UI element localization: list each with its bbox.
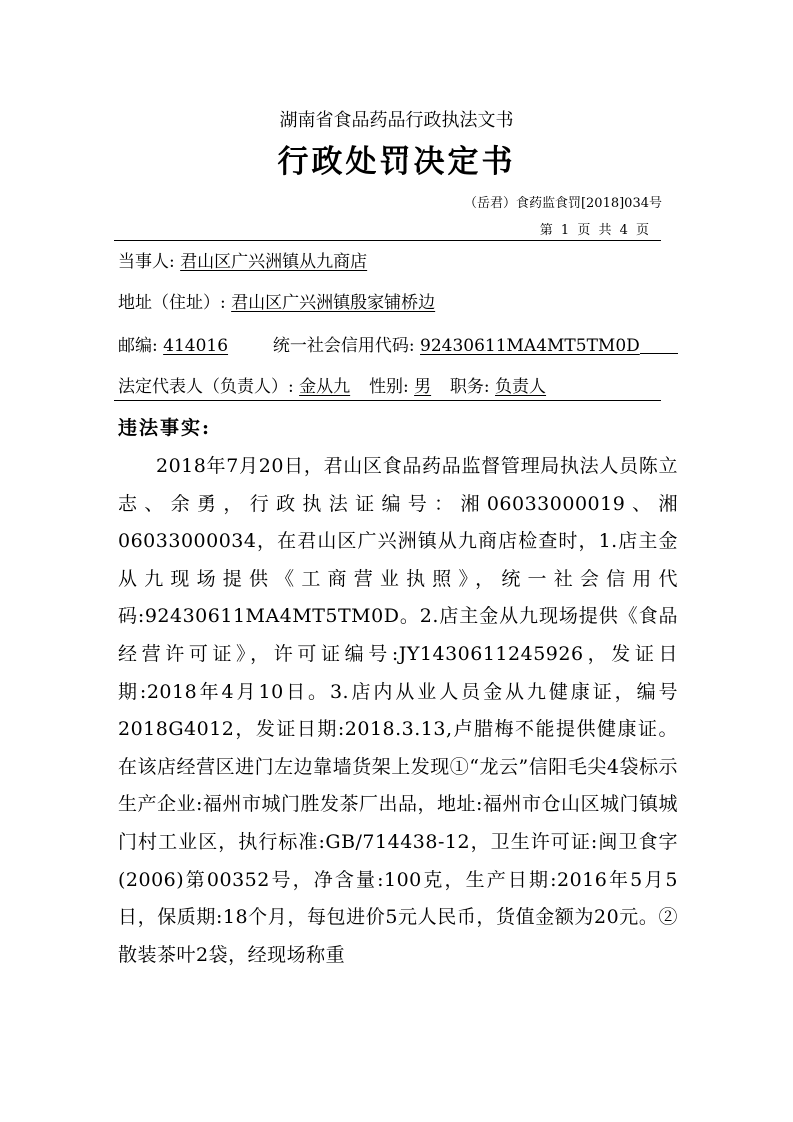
address-label: 地址（住址）: — [118, 293, 226, 313]
facts-body — [118, 448, 678, 974]
document-number: （岳君）食药监食罚[2018]034号 — [463, 196, 662, 211]
address-value: 君山区广兴洲镇殷家铺桥边 — [231, 293, 436, 313]
position-label: 职务: — [449, 377, 490, 397]
underline-filler — [640, 352, 678, 354]
position-value: 负责人 — [495, 377, 547, 397]
page-info: 第 1 页 共 4 页 — [539, 223, 649, 238]
facts-section-title: 违法事实: — [118, 417, 212, 439]
org-title: 湖南省食品药品行政执法文书 — [279, 110, 514, 131]
document-title: 行政处罚决定书 — [277, 144, 516, 180]
credit-code-value: 92430611MA4MT5TM0D — [420, 336, 640, 356]
top-divider — [114, 240, 661, 241]
representative-value: 金从九 — [299, 377, 351, 397]
representative-label: 法定代表人（负责人）: — [118, 377, 294, 397]
address-row — [118, 288, 435, 313]
postcode-label: 邮编: — [118, 336, 158, 356]
party-name-label: 当事人: — [118, 252, 175, 272]
gender-label: 性别: — [368, 377, 409, 397]
party-name-row — [118, 247, 367, 272]
party-name-value: 君山区广兴洲镇从九商店 — [180, 252, 368, 272]
credit-code-label: 统一社会信用代码: — [272, 336, 415, 356]
middle-divider — [114, 400, 661, 401]
representative-row — [118, 372, 546, 397]
postcode-credit-row — [118, 331, 678, 356]
gender-value: 男 — [414, 377, 432, 397]
facts-paragraph: 2018年7月20日，君山区食品药品监督管理局执法人员陈立志、余勇，行政执法证编号：湘06033000019、湘06033000034，在君山区广兴洲镇从九商店检查时，1.店主金从九现场提供《工商营业执照》，统一社会信用代码:92430611MA4MT5TM0D。2.店主金从九现场提供《食品经营许可证》，许可证编号:JY1430611245926，发证日期:2018年4月10日。3.店内从业人员金从九健康证，编号2018G4012，发证日期:2018.3.13,卢腊梅不能提供健康证。在该店经营区进门左边靠墙货架上发现①“龙云”信阳毛尖4袋标示生产企业:福州市城门胜发茶厂出品，地址:福州市仓山区城门镇城门村工业区，执行标准:GB/714438-12，卫生许可证:闽卫食字(2006)第00352号，净含量:100克，生产日期:2016年5月5日，保质期:18个月，每包进价5元人民币，货值金额为20元。②散装茶叶2袋，经现场称重 — [118, 455, 678, 966]
postcode-value: 414016 — [163, 336, 229, 356]
